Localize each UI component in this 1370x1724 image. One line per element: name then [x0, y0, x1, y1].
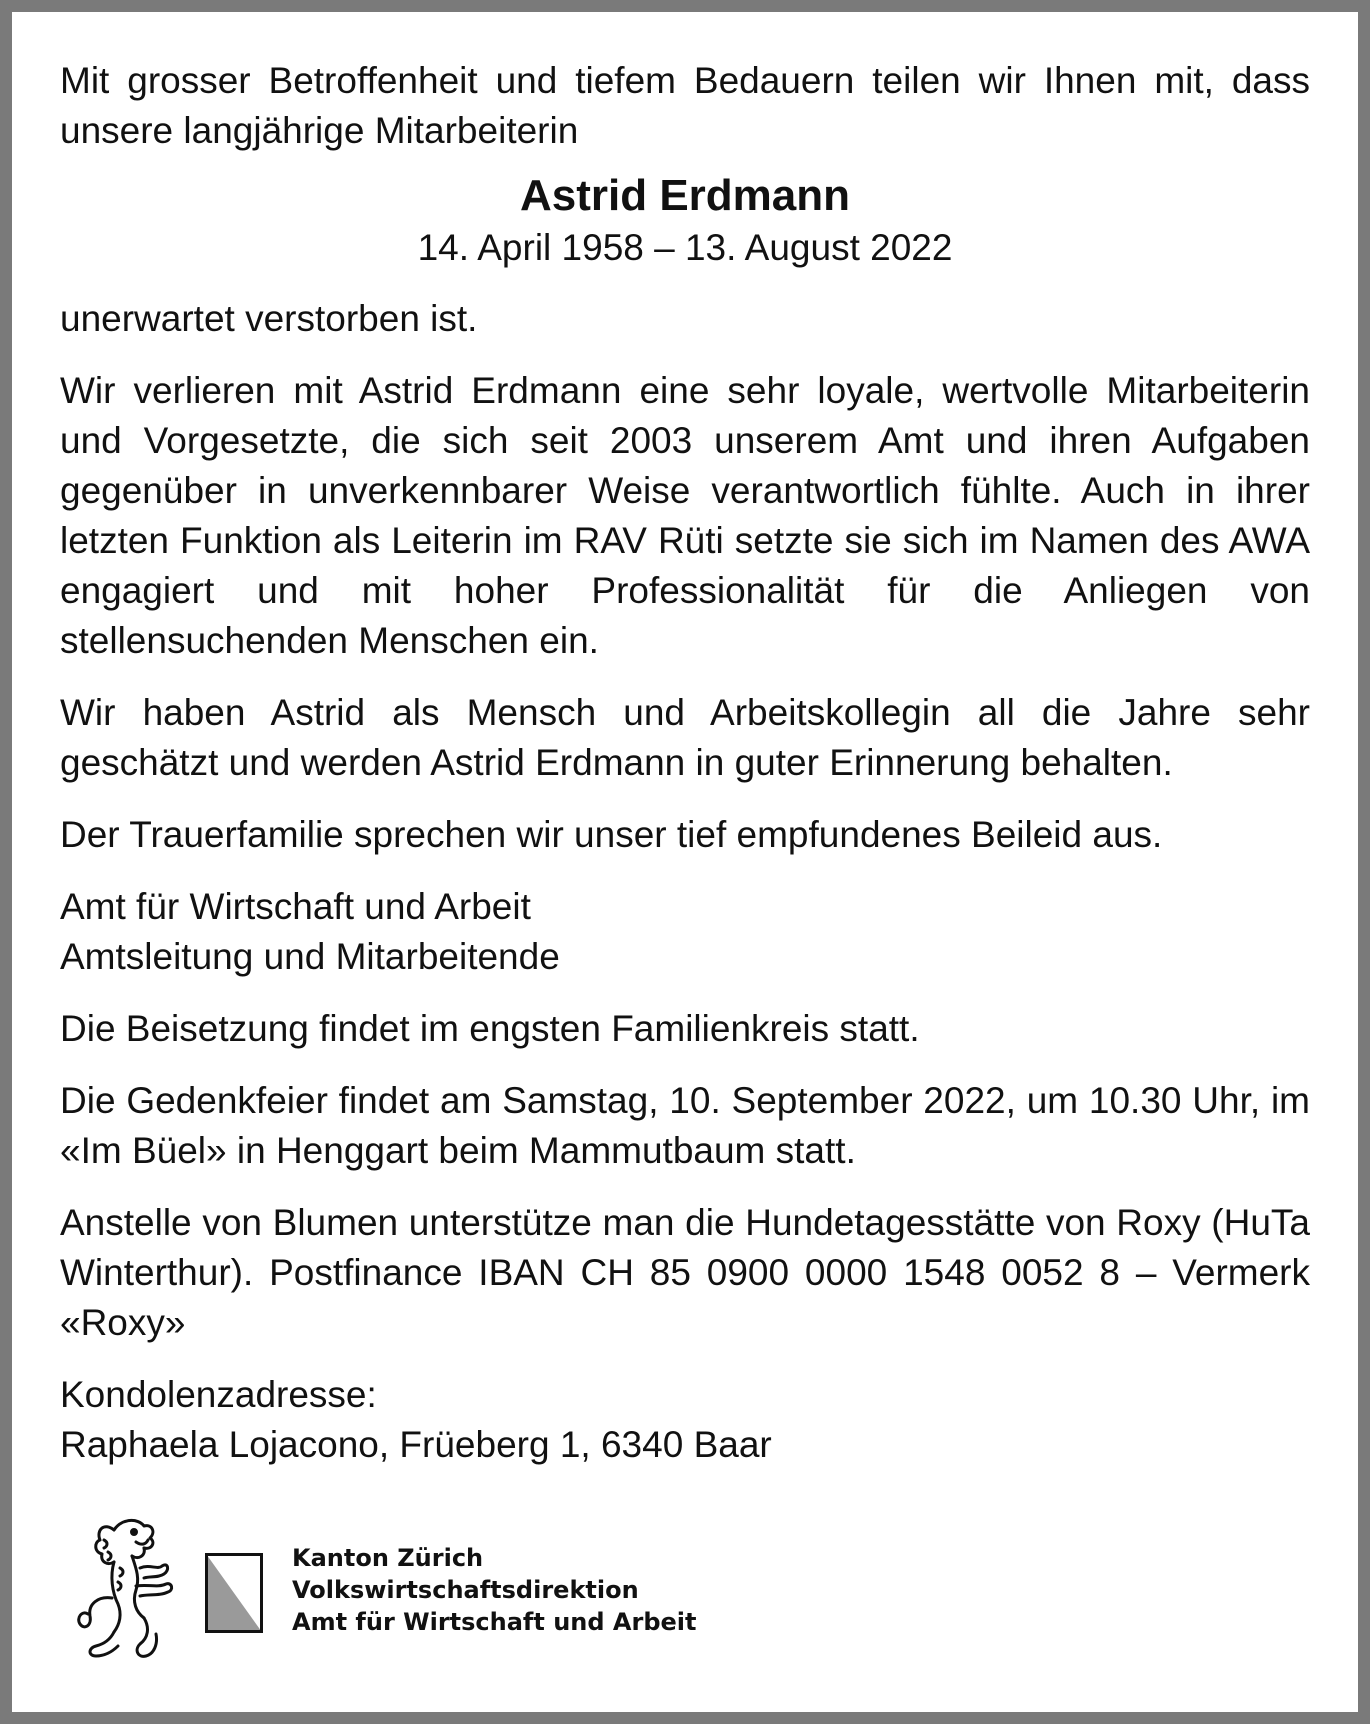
signature-line-office: Amt für Wirtschaft und Arbeit: [60, 886, 531, 927]
signature-line-staff: Amtsleitung und Mitarbeitende: [60, 936, 560, 977]
office-name: [292, 1542, 696, 1638]
office-directorate: Volkswirtschaftsdirektion: [292, 1576, 639, 1604]
after-name-text: unerwartet verstorben ist.: [60, 298, 478, 339]
condolence-address-block: [60, 1370, 1310, 1470]
burial-info: Die Beisetzung findet im engsten Familienkreis statt.: [60, 1008, 920, 1049]
paragraph-condolences: Der Trauerfamilie sprechen wir unser tief empfundenes Beileid aus.: [60, 814, 1163, 855]
condolence-address: Raphaela Lojacono, Früeberg 1, 6340 Baar: [60, 1424, 772, 1465]
zurich-lion-icon: [74, 1512, 184, 1667]
donation-info: Anstelle von Blumen unterstütze man die Hundetagesstätte von Roxy (HuTa Winterthur). Postfinance IBAN CH 85 0900 0000 1548 0052 8 – Vermerk «Roxy»: [60, 1202, 1310, 1343]
life-dates: 14. April 1958 – 13. August 2022: [417, 227, 953, 268]
zurich-flag-icon: [205, 1553, 263, 1633]
office-department: Amt für Wirtschaft und Arbeit: [292, 1608, 697, 1636]
signature: [60, 882, 1310, 982]
condolence-label: Kondolenzadresse:: [60, 1374, 377, 1415]
obituary-notice: [12, 12, 1358, 1712]
intro-text: Mit grosser Betroffenheit und tiefem Bedauern teilen wir Ihnen mit, dass unsere langjährige Mitarbeiterin: [60, 60, 1310, 151]
office-canton: Kanton Zürich: [292, 1544, 484, 1572]
memorial-info: Die Gedenkfeier findet am Samstag, 10. September 2022, um 10.30 Uhr, im «Im Büel» in Henggart beim Mammutbaum statt.: [60, 1080, 1310, 1171]
paragraph-remembrance: Wir haben Astrid als Mensch und Arbeitskollegin all die Jahre sehr geschätzt und werden Astrid Erdmann in guter Erinnerung behalten.: [60, 692, 1310, 783]
deceased-name: Astrid Erdmann: [519, 171, 851, 220]
paragraph-tribute: Wir verlieren mit Astrid Erdmann eine sehr loyale, wertvolle Mitarbeiterin und Vorgesetzte, die sich seit 2003 unserem Amt und ihren Aufgaben gegenüber in unverkennbarer Weise verantwortlich fühlte. Auch in ihrer letzten Funktion als Leiterin im RAV Rüti setzte sie sich im Namen des AWA engagiert und mit hoher Professionalität für die Anliegen von stellensuchenden Menschen ein.: [60, 370, 1310, 661]
footer-logo-block: [74, 1512, 774, 1672]
notice-text: [60, 56, 1310, 1470]
